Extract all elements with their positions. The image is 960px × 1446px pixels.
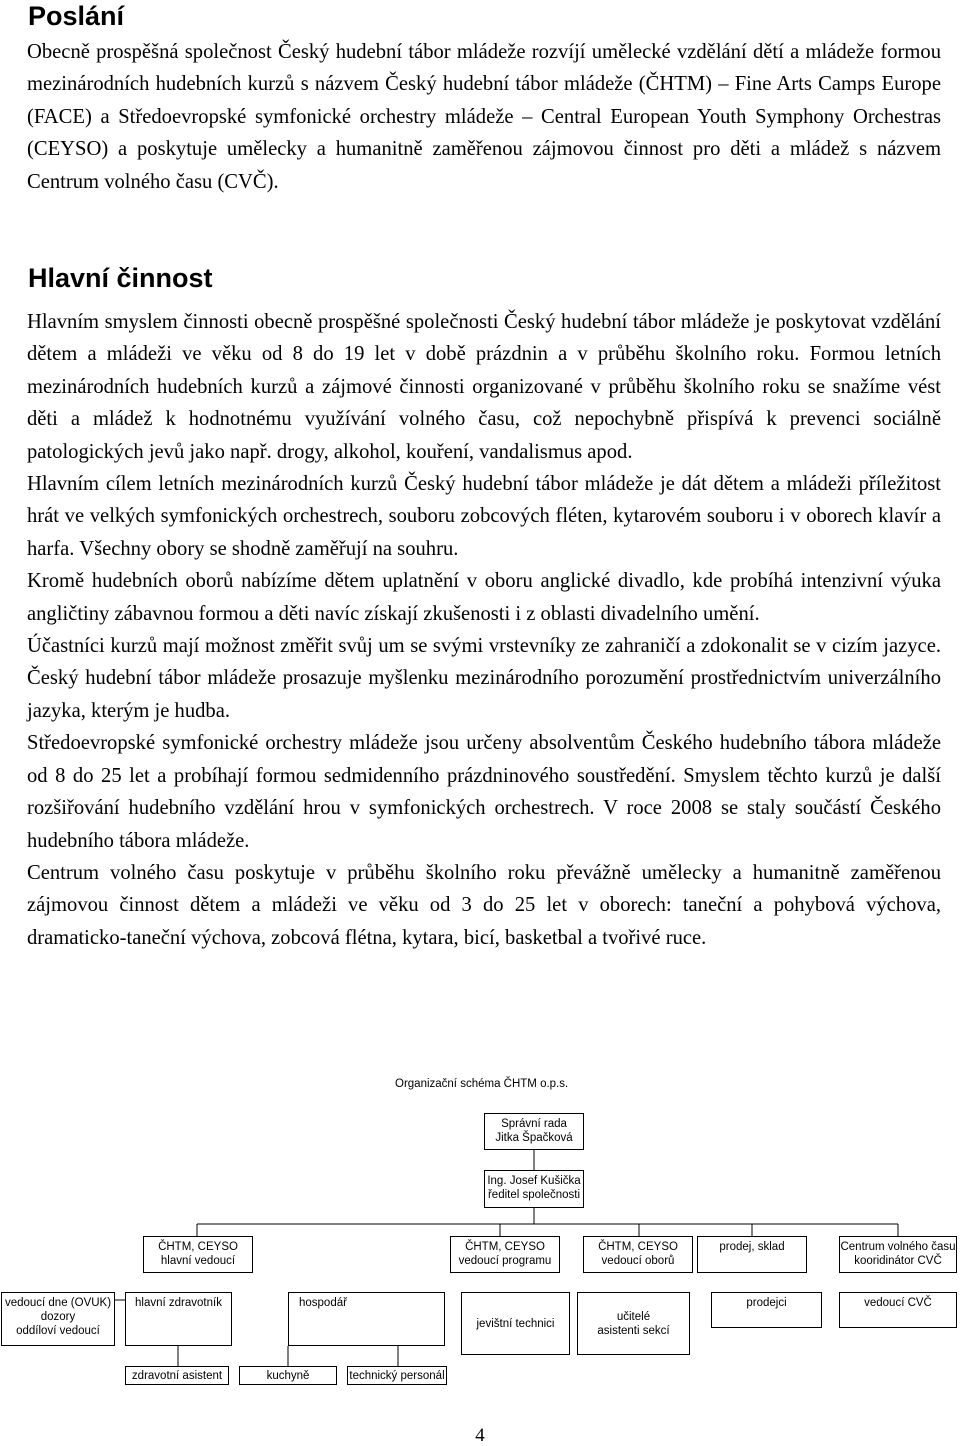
page-number: 4 bbox=[475, 1425, 485, 1446]
org-box-cvc-leader bbox=[839, 1292, 957, 1328]
org-box-medical-assistant bbox=[125, 1366, 229, 1385]
org-box-field-leader bbox=[583, 1236, 693, 1273]
org-box-board bbox=[484, 1113, 584, 1150]
paragraph: Centrum volného času poskytuje v průběhu školního roku převážně umělecky a humanitně zaměřenou zájmovou činnost dětem a mládeži ve věku od 3 do 25 let v oborech: taneční a pohybová výchova, dramaticko-taneční výchova, zobcová flétna, kytara, bicí, basketbal a tvořivé ruce. bbox=[27, 861, 941, 949]
org-box-line: ČHTM, CEYSO bbox=[598, 1241, 678, 1253]
org-chart-title: Organizační schéma ČHTM o.p.s. bbox=[395, 1078, 569, 1090]
paragraph: Hlavním smyslem činnosti obecně prospěšné společnosti Český hudební tábor mládeže je poskytovat vzdělání dětem a mládeži ve věku od 8 do 19 let v době prázdnin a v průběhu školního roku. Formou letních mezinárodních hudebních kurzů a zájmové činnosti organizované v průběhu školního roku se snažíme vést děti a mládež k hodnotnému využívání volného času, což nepochybně přispívá k prevenci sociálně patologických jevů jako např. drogy, alkohol, kouření, vandalismus apod. bbox=[27, 311, 941, 463]
org-box-treasurer bbox=[288, 1292, 445, 1346]
org-box-line: prodej, sklad bbox=[719, 1241, 785, 1253]
org-box-line: vedoucí CVČ bbox=[864, 1297, 932, 1309]
org-box-line: Centrum volného času bbox=[840, 1241, 956, 1253]
section-title-poslani: Poslání bbox=[28, 1, 125, 31]
org-box-cvc-coordinator bbox=[839, 1236, 957, 1273]
org-box-technical-staff bbox=[347, 1366, 447, 1385]
org-box-line: technický personál bbox=[349, 1369, 445, 1382]
org-box-line: Ing. Josef Kušička bbox=[487, 1175, 581, 1187]
org-box-line: hlavní vedoucí bbox=[160, 1255, 236, 1267]
org-box-line: ředitel společnosti bbox=[487, 1189, 581, 1201]
org-box-line: vedoucí dne (OVUK) bbox=[4, 1297, 112, 1309]
org-box-line: vedoucí programu bbox=[458, 1255, 552, 1267]
org-box-director bbox=[484, 1170, 584, 1208]
org-box-teachers bbox=[577, 1292, 690, 1355]
org-box-line: vedoucí oborů bbox=[601, 1255, 675, 1267]
org-box-sellers bbox=[711, 1292, 822, 1328]
org-box-line: ČHTM, CEYSO bbox=[158, 1241, 238, 1253]
org-box-line: kuchyně bbox=[266, 1369, 310, 1382]
org-box-sales-warehouse bbox=[697, 1236, 807, 1273]
org-box-stage-technicians bbox=[461, 1292, 570, 1355]
paragraph: Hlavním cílem letních mezinárodních kurzů Český hudební tábor mládeže je dát dětem a mládeži příležitost hrát ve velkých symfonických orchestrech, souboru zobcových fléten, kytarovém souboru i v oborech klavír a harfa. Všechny obory se shodně zaměřují na souhru. bbox=[27, 473, 941, 560]
poslani-paragraph: Obecně prospěšná společnost Český hudební tábor mládeže rozvíjí umělecké vzdělání dětí a mládeže formou mezinárodních hudebních kurzů s názvem Český hudební tábor mládeže (ČHTM) – Fine Arts Camps Europe (FACE) a Středoevropské symfonické orchestry mládeže – Central European Youth Symphony Orchestras (CEYSO) a poskytuje umělecky a humanitně zaměřenou zájmovou činnost pro děti a mládež s názvem Centrum volného času (CVČ). bbox=[27, 41, 941, 193]
org-box-line: učitelé bbox=[616, 1310, 651, 1323]
section-title-hlavni-cinnost: Hlavní činnost bbox=[28, 263, 213, 293]
org-box-line: prodejci bbox=[746, 1297, 787, 1309]
org-box-main-leader bbox=[143, 1236, 253, 1273]
org-box-line: asistenti sekcí bbox=[597, 1324, 670, 1337]
paragraph: Účastníci kurzů mají možnost změřit svůj um se svými vrstevníky ze zahraničí a zdokonalit se v cizím jazyce. Český hudební tábor mládeže prosazuje myšlenku mezinárodního porozumění prostřednictvím univerzálního jazyka, kterým je hudba. bbox=[27, 635, 941, 722]
org-box-line: Správní rada bbox=[501, 1118, 567, 1130]
org-box-line: zdravotní asistent bbox=[131, 1369, 223, 1382]
org-box-chief-medic bbox=[125, 1292, 232, 1346]
org-box-line: jevištní technici bbox=[476, 1317, 555, 1330]
org-box-day-leader bbox=[1, 1292, 115, 1346]
org-box-line: kooridinátor CVČ bbox=[854, 1255, 942, 1267]
org-box-program-leader bbox=[450, 1236, 560, 1273]
org-box-line: hlavní zdravotník bbox=[135, 1297, 222, 1309]
paragraph: Kromě hudebních oborů nabízíme dětem uplatnění v oboru anglické divadlo, kde probíhá intenzivní výuka angličtiny zábavnou formou a děti navíc získají zkušenosti i z oblasti divadelního umění. bbox=[27, 570, 941, 625]
org-box-kitchen bbox=[239, 1366, 337, 1385]
paragraph: Středoevropské symfonické orchestry mládeže jsou určeny absolventům Českého hudebního tábora mládeže od 8 do 25 let a probíhají formou sedmidenního prázdninového soustředění. Smyslem těchto kurzů je další rozšiřování hudebního vzdělání hrou v symfonických orchestrech. V roce 2008 se staly součástí Českého hudebního tábora mládeže. bbox=[27, 732, 941, 852]
org-box-line: ČHTM, CEYSO bbox=[465, 1241, 545, 1253]
org-box-line: dozory bbox=[40, 1311, 76, 1323]
org-box-line: oddíloví vedoucí bbox=[16, 1325, 100, 1337]
org-box-line: Jitka Špačková bbox=[495, 1132, 573, 1144]
org-box-line: hospodář bbox=[299, 1297, 347, 1309]
